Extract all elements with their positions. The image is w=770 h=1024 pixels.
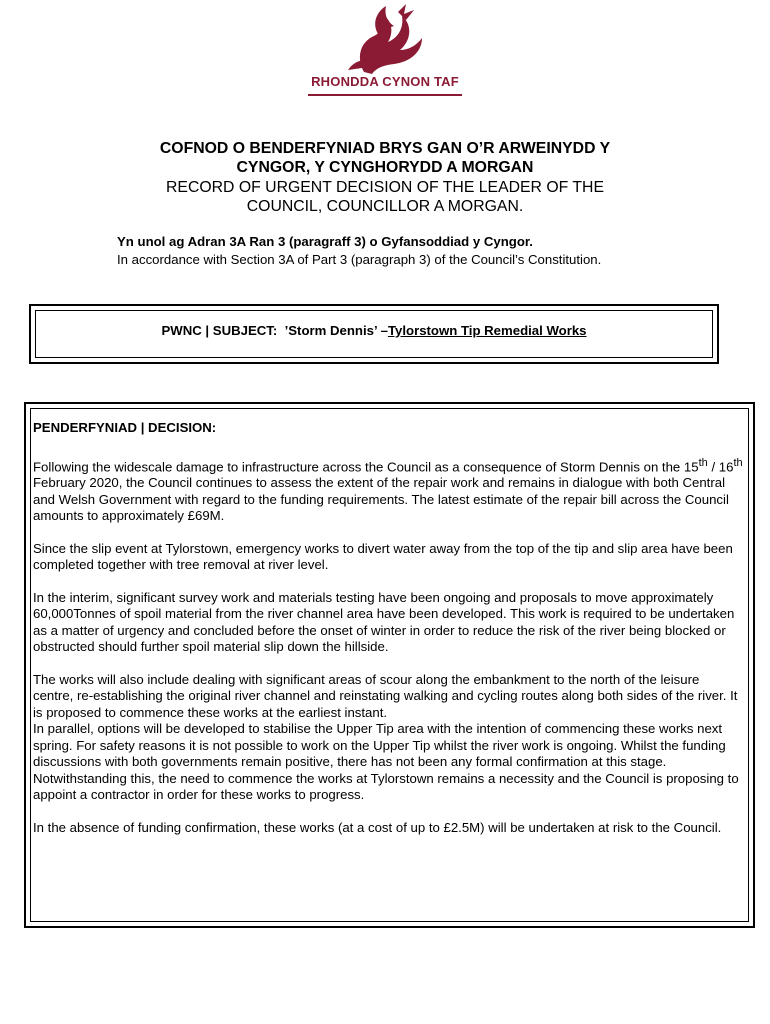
decision-paragraph-4: The works will also include dealing with significant areas of scour along the embankment to the north of the leisure centre, re-establishing the original river channel and reinstating walking and cycling routes along both sides of the river. It is proposed to commence these works at the earliest instant. bbox=[33, 671, 738, 720]
authority-welsh: Yn unol ag Adran 3A Ran 3 (paragraff 3) o Gyfansoddiad y Cyngor. bbox=[117, 234, 533, 249]
p1-text-b: / 16 bbox=[707, 458, 734, 474]
p1-text-a: Following the widescale damage to infrastructure across the Council as a consequence of Storm Dennis on the 15 bbox=[33, 458, 699, 474]
title-english-line2: COUNCIL, COUNCILLOR A MORGAN. bbox=[246, 198, 524, 215]
subject-storm: ’Storm Dennis’ – bbox=[284, 323, 388, 338]
authority-english: In accordance with Section 3A of Part 3 (paragraph 3) of the Council’s Constitution. bbox=[117, 252, 602, 267]
title-welsh-line2: CYNGOR, Y CYNGHORYDD A MORGAN bbox=[236, 159, 534, 176]
subject-label: PWNC | SUBJECT: bbox=[161, 323, 278, 338]
subject-box bbox=[29, 304, 719, 364]
p1-text-c: February 2020, the Council continues to assess the extent of the repair work and remains in dialogue with both Central and Welsh Government with regard to the funding requirements. The latest estimate of the repair bill across the Council amounts to approximately £69M. bbox=[33, 475, 729, 524]
decision-paragraph-3: In the interim, significant survey work and materials testing have been ongoing and proposals to move approximately 60,000Tonnes of spoil material from the river channel area have been developed. This work is required to be undertaken as a matter of urgency and concluded before the onset of winter in order to reduce the risk of the river being blocked or obstructed should further spoil material slip down the hillside. bbox=[33, 589, 735, 655]
decision-paragraph-5: In parallel, options will be developed to stabilise the Upper Tip area with the intention of commencing these works next spring. For safety reasons it is not possible to work on the Upper Tip whilst the river work is ongoing. Whilst the funding discussions with both governments remain positive, there has not been any formal confirmation at this stage. Notwithstanding this, the need to commence the works at Tylorstown remains a necessity and the Council is proposing to appoint a contractor in order for these works to progress. bbox=[33, 721, 739, 803]
decision-paragraph-2: Since the slip event at Tylorstown, emergency works to divert water away from the top of the tip and slip area have been completed together with tree removal at river level. bbox=[33, 540, 733, 573]
p1-sup-2: th bbox=[733, 456, 743, 469]
decision-heading: PENDERFYNIAD | DECISION: bbox=[33, 420, 217, 435]
title-welsh bbox=[60, 139, 710, 177]
decision-body bbox=[33, 420, 743, 852]
council-logo bbox=[300, 2, 470, 100]
p1-sup-1: th bbox=[698, 456, 708, 469]
logo-wordmark: RHONDDA CYNON TAF bbox=[311, 74, 459, 89]
welsh-dragon-icon bbox=[342, 2, 428, 74]
title-english-line1: RECORD OF URGENT DECISION OF THE LEADER OF THE bbox=[166, 179, 604, 196]
title-english bbox=[60, 178, 710, 216]
title-welsh-line1: COFNOD O BENDERFYNIAD BRYS GAN O’R ARWEINYDD Y bbox=[159, 140, 611, 157]
subject-title: Tylorstown Tip Remedial Works bbox=[387, 323, 587, 338]
decision-paragraph-6: In the absence of funding confirmation, these works (at a cost of up to £2.5M) will be undertaken at risk to the Council. bbox=[33, 819, 722, 835]
subject-line bbox=[31, 323, 717, 338]
decision-paragraph-1 bbox=[33, 455, 743, 525]
logo-underline bbox=[308, 94, 462, 96]
